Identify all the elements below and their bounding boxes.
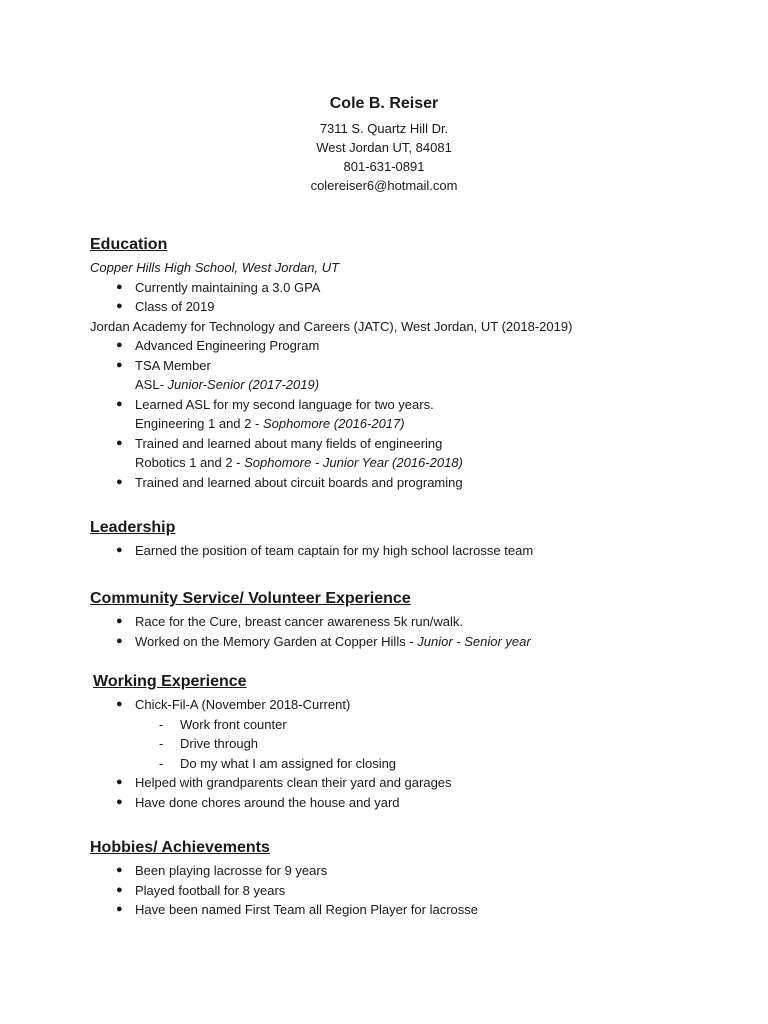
list-item: ● Trained and learned about circuit boards and programing [90,473,730,493]
work-section [93,671,733,695]
bullet-icon: ● [116,883,123,896]
list-item: ● TSA Member [90,356,730,376]
bullet-icon: ● [116,795,123,808]
community-section [90,588,730,651]
email-address: colereiser6@hotmail.com [310,178,458,193]
resume-header [0,93,768,195]
list-item: ● Race for the Cure, breast cancer awareness 5k run/walk. [90,612,730,632]
list-item: ● Chick-Fil-A (November 2018-Current) [90,695,730,715]
course-heading: Engineering 1 and 2 - Sophomore (2016-2017) [135,416,405,431]
work-list [90,695,730,812]
list-item: ● Learned ASL for my second language for two years. [90,395,730,415]
duty-item: - Drive through [90,734,730,754]
bullet-icon: ● [116,436,123,449]
section-title-hobbies: Hobbies/ Achievements [90,839,270,856]
applicant-name: Cole B. Reiser [329,95,439,112]
bullet-icon: ● [116,300,123,312]
bullet-icon: ● [116,864,123,876]
bullet-icon: ● [116,280,123,293]
section-title-leadership: Leadership [90,519,176,536]
section-title-work: Working Experience [93,673,247,690]
dash-icon: - [159,755,164,771]
bullet-icon: ● [116,615,123,627]
address-line-2: West Jordan UT, 84081 [316,140,452,155]
list-item: ● Played football for 8 years [90,881,730,901]
list-item: ● Trained and learned about many fields of engineering [90,434,730,454]
bullet-icon: ● [116,339,123,351]
list-item: ● Helped with grandparents clean their yard and garages [90,773,730,793]
dash-icon: - [159,716,164,732]
list-item: ● Currently maintaining a 3.0 GPA [90,278,730,298]
hobbies-section [90,837,730,920]
education-section [90,234,730,492]
section-title-education: Education [90,236,168,253]
bullet-icon: ● [116,475,123,488]
leadership-section [90,517,730,561]
phone-number: 801-631-0891 [343,159,425,174]
course-heading: ASL- Junior-Senior (2017-2019) [135,377,320,392]
duty-item: - Do my what I am assigned for closing [90,754,730,774]
list-item: ● Have been named First Team all Region Player for lacrosse [90,900,730,920]
bullet-icon: ● [116,544,123,556]
list-item: ● Class of 2019 [90,297,730,317]
course-heading: Robotics 1 and 2 - Sophomore - Junior Year (2016-2018) [135,455,463,470]
dash-icon: - [159,736,164,751]
list-item: ● Advanced Engineering Program [90,336,730,356]
list-item: ● Worked on the Memory Garden at Copper Hills - Junior - Senior year [90,632,730,652]
bullet-icon: ● [116,634,123,647]
bullet-icon: ● [116,776,123,788]
bullet-icon: ● [116,903,123,915]
duty-item: - Work front counter [90,715,730,735]
list-item: ● Earned the position of team captain for my high school lacrosse team [90,541,730,561]
bullet-icon: ● [116,358,123,371]
list-item: ● Been playing lacrosse for 9 years [90,861,730,881]
school-name: Copper Hills High School, West Jordan, UT [90,260,340,275]
section-title-community: Community Service/ Volunteer Experience [90,590,411,607]
list-item: ● Have done chores around the house and yard [90,793,730,813]
address-line-1: 7311 S. Quartz Hill Dr. [319,121,449,136]
school-name: Jordan Academy for Technology and Careers (JATC), West Jordan, UT (2018-2019) [90,318,573,334]
bullet-icon: ● [116,397,123,410]
bullet-icon: ● [116,698,123,710]
